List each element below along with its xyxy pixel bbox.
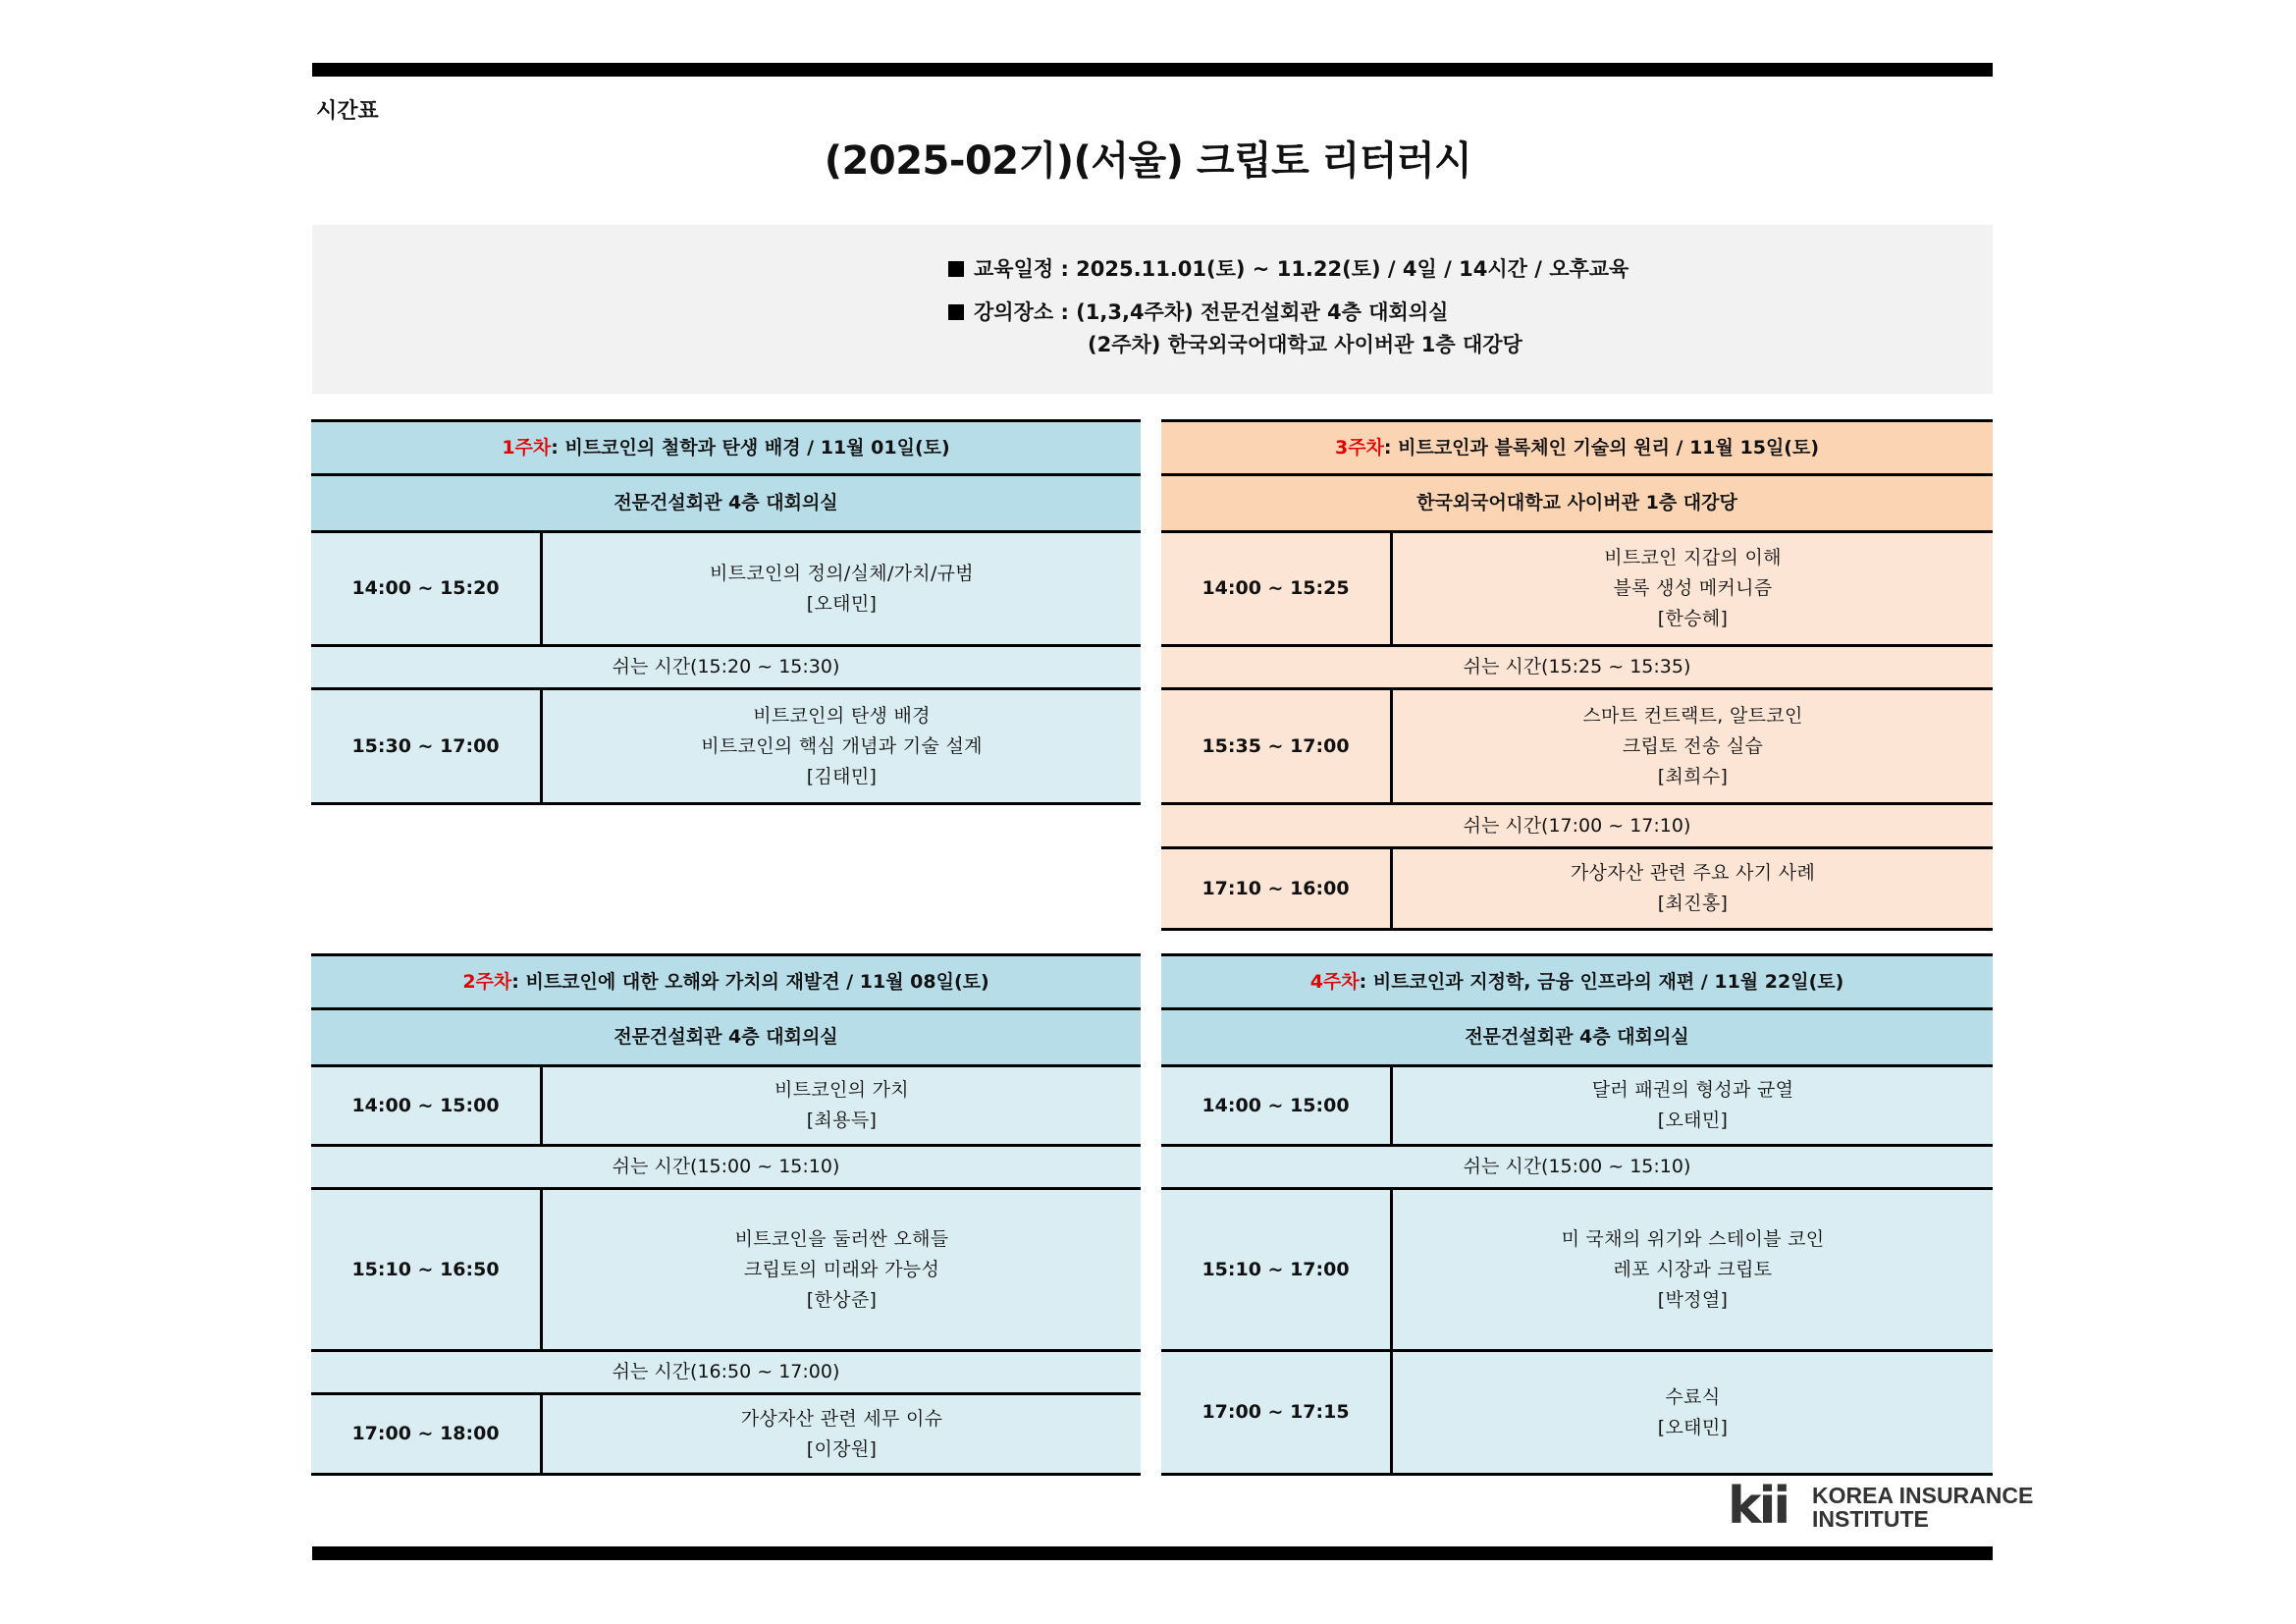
week-1-title: : 비트코인의 철학과 탄생 배경 / 11월 01일(토) bbox=[551, 436, 950, 459]
topic-line: 수료식 bbox=[1665, 1385, 1721, 1408]
instructor: [한승혜] bbox=[1657, 608, 1729, 629]
week-3-panel bbox=[1161, 419, 1993, 931]
topic-line: 비트코인 지갑의 이해 bbox=[1604, 547, 1782, 568]
week-2-break-2: 쉬는 시간(16:50 ~ 17:00) bbox=[311, 1352, 1141, 1395]
week-2-venue: 전문건설회관 4층 대회의실 bbox=[311, 1010, 1141, 1067]
session-topic bbox=[1393, 1190, 1993, 1349]
session-time: 15:10 ~ 16:50 bbox=[311, 1190, 543, 1349]
session-time: 14:00 ~ 15:00 bbox=[1161, 1067, 1393, 1144]
week-1-venue: 전문건설회관 4층 대회의실 bbox=[311, 476, 1141, 533]
session-time: 15:35 ~ 17:00 bbox=[1161, 690, 1393, 802]
instructor: [최희수] bbox=[1657, 765, 1729, 787]
week-3-session-1 bbox=[1161, 533, 1993, 647]
logo-text-line-2: INSTITUTE bbox=[1812, 1506, 1929, 1532]
week-2-header bbox=[311, 953, 1141, 1010]
session-time: 17:10 ~ 16:00 bbox=[1161, 849, 1393, 928]
week-3-venue: 한국외국어대학교 사이버관 1층 대강당 bbox=[1161, 476, 1993, 533]
top-rule bbox=[312, 63, 1993, 77]
venue-text: 강의장소 : (1,3,4주차) 전문건설회관 4층 대회의실 bbox=[974, 300, 1449, 324]
week-4-session-3 bbox=[1161, 1352, 1993, 1476]
session-time: 14:00 ~ 15:00 bbox=[311, 1067, 543, 1144]
topic-line: 비트코인의 가치 bbox=[774, 1079, 909, 1101]
topic-line: 가상자산 관련 세무 이슈 bbox=[740, 1407, 943, 1430]
week-1-session-1 bbox=[311, 533, 1141, 647]
week-3-break-2: 쉬는 시간(17:00 ~ 17:10) bbox=[1161, 805, 1993, 849]
topic-line: 달러 패권의 형성과 균열 bbox=[1591, 1079, 1794, 1101]
schedule-text: 교육일정 : 2025.11.01(토) ~ 11.22(토) / 4일 / 14시간 / 오후교육 bbox=[974, 257, 1629, 281]
instructor: [오태민] bbox=[1657, 1110, 1729, 1131]
kii-logo bbox=[1728, 1477, 2034, 1536]
topic-line: 비트코인을 둘러싼 오해들 bbox=[734, 1227, 949, 1250]
schedule-info bbox=[948, 253, 1629, 283]
week-2-session-1 bbox=[311, 1067, 1141, 1147]
bottom-rule bbox=[312, 1546, 1993, 1560]
session-topic bbox=[1393, 533, 1993, 644]
week-3-session-3 bbox=[1161, 849, 1993, 931]
page-title: (2025-02기)(서울) 크립토 리터러시 bbox=[824, 138, 1472, 184]
week-4-label: 4주차 bbox=[1309, 970, 1360, 993]
square-bullet-icon bbox=[948, 304, 964, 320]
instructor: [이장원] bbox=[806, 1437, 878, 1460]
session-topic bbox=[543, 533, 1141, 644]
week-2-title: : 비트코인에 대한 오해와 가치의 재발견 / 11월 08일(토) bbox=[511, 970, 989, 993]
topic-line: 크립토의 미래와 가능성 bbox=[743, 1258, 940, 1280]
document-label: 시간표 bbox=[316, 99, 379, 124]
week-1-header bbox=[311, 419, 1141, 476]
topic-line: 비트코인의 탄생 배경 bbox=[753, 704, 931, 727]
week-1-session-2 bbox=[311, 690, 1141, 805]
week-2-panel bbox=[311, 953, 1141, 1476]
week-4-session-2 bbox=[1161, 1190, 1993, 1352]
session-time: 17:00 ~ 17:15 bbox=[1161, 1352, 1393, 1473]
logo-text-line-1: KOREA INSURANCE bbox=[1812, 1483, 2034, 1508]
week-1-break-1: 쉬는 시간(15:20 ~ 15:30) bbox=[311, 647, 1141, 690]
session-time: 15:30 ~ 17:00 bbox=[311, 690, 543, 802]
session-time: 14:00 ~ 15:25 bbox=[1161, 533, 1393, 644]
week-4-venue: 전문건설회관 4층 대회의실 bbox=[1161, 1010, 1993, 1067]
topic-line: 가상자산 관련 주요 사기 사례 bbox=[1570, 862, 1816, 884]
week-4-break-1: 쉬는 시간(15:00 ~ 15:10) bbox=[1161, 1147, 1993, 1190]
week-3-break-1: 쉬는 시간(15:25 ~ 15:35) bbox=[1161, 647, 1993, 690]
week-4-title: : 비트코인과 지정학, 금융 인프라의 재편 / 11월 22일(토) bbox=[1359, 970, 1844, 993]
session-time: 15:10 ~ 17:00 bbox=[1161, 1190, 1393, 1349]
week-2-label: 2주차 bbox=[462, 970, 512, 993]
instructor: [박정열] bbox=[1657, 1288, 1729, 1311]
topic-line: 레포 시장과 크립토 bbox=[1613, 1258, 1773, 1280]
session-topic bbox=[543, 1395, 1141, 1473]
topic-line: 크립토 전송 실습 bbox=[1622, 734, 1764, 757]
week-2-break-1: 쉬는 시간(15:00 ~ 15:10) bbox=[311, 1147, 1141, 1190]
session-topic bbox=[1393, 1067, 1993, 1144]
week-2-session-2 bbox=[311, 1190, 1141, 1352]
week-3-label: 3주차 bbox=[1334, 436, 1384, 459]
topic-line: 비트코인의 핵심 개념과 기술 설계 bbox=[701, 734, 983, 757]
topic-line: 스마트 컨트랙트, 알트코인 bbox=[1582, 704, 1803, 727]
topic-line: 비트코인의 정의/실체/가치/규범 bbox=[710, 562, 974, 584]
week-3-header bbox=[1161, 419, 1993, 476]
session-topic bbox=[1393, 1352, 1993, 1473]
instructor: [최진홍] bbox=[1657, 893, 1729, 914]
session-topic bbox=[543, 690, 1141, 802]
topic-line: 블록 생성 메커니즘 bbox=[1613, 577, 1773, 599]
instructor: [김태민] bbox=[806, 765, 878, 787]
week-3-session-2 bbox=[1161, 690, 1993, 805]
instructor: [최용득] bbox=[806, 1110, 878, 1131]
venue-info-2: (2주차) 한국외국어대학교 사이버관 1층 대강당 bbox=[1088, 333, 1522, 356]
week-1-panel bbox=[311, 419, 1141, 805]
week-4-header bbox=[1161, 953, 1993, 1010]
week-4-panel bbox=[1161, 953, 1993, 1476]
week-2-session-3 bbox=[311, 1395, 1141, 1476]
session-time: 17:00 ~ 18:00 bbox=[311, 1395, 543, 1473]
week-3-title: : 비트코인과 블록체인 기술의 원리 / 11월 15일(토) bbox=[1383, 436, 1820, 459]
instructor: [오태민] bbox=[1657, 1416, 1729, 1438]
session-topic bbox=[1393, 690, 1993, 802]
session-topic bbox=[543, 1190, 1141, 1349]
instructor: [한상준] bbox=[806, 1288, 878, 1311]
session-topic bbox=[543, 1067, 1141, 1144]
instructor: [오태민] bbox=[806, 592, 878, 615]
venue-info bbox=[948, 297, 1448, 326]
topic-line: 미 국채의 위기와 스테이블 코인 bbox=[1561, 1227, 1825, 1250]
week-4-session-1 bbox=[1161, 1067, 1993, 1147]
session-time: 14:00 ~ 15:20 bbox=[311, 533, 543, 644]
logo-mark: kii bbox=[1728, 1477, 1789, 1536]
session-topic bbox=[1393, 849, 1993, 928]
square-bullet-icon bbox=[948, 261, 964, 277]
week-1-label: 1주차 bbox=[502, 436, 552, 459]
